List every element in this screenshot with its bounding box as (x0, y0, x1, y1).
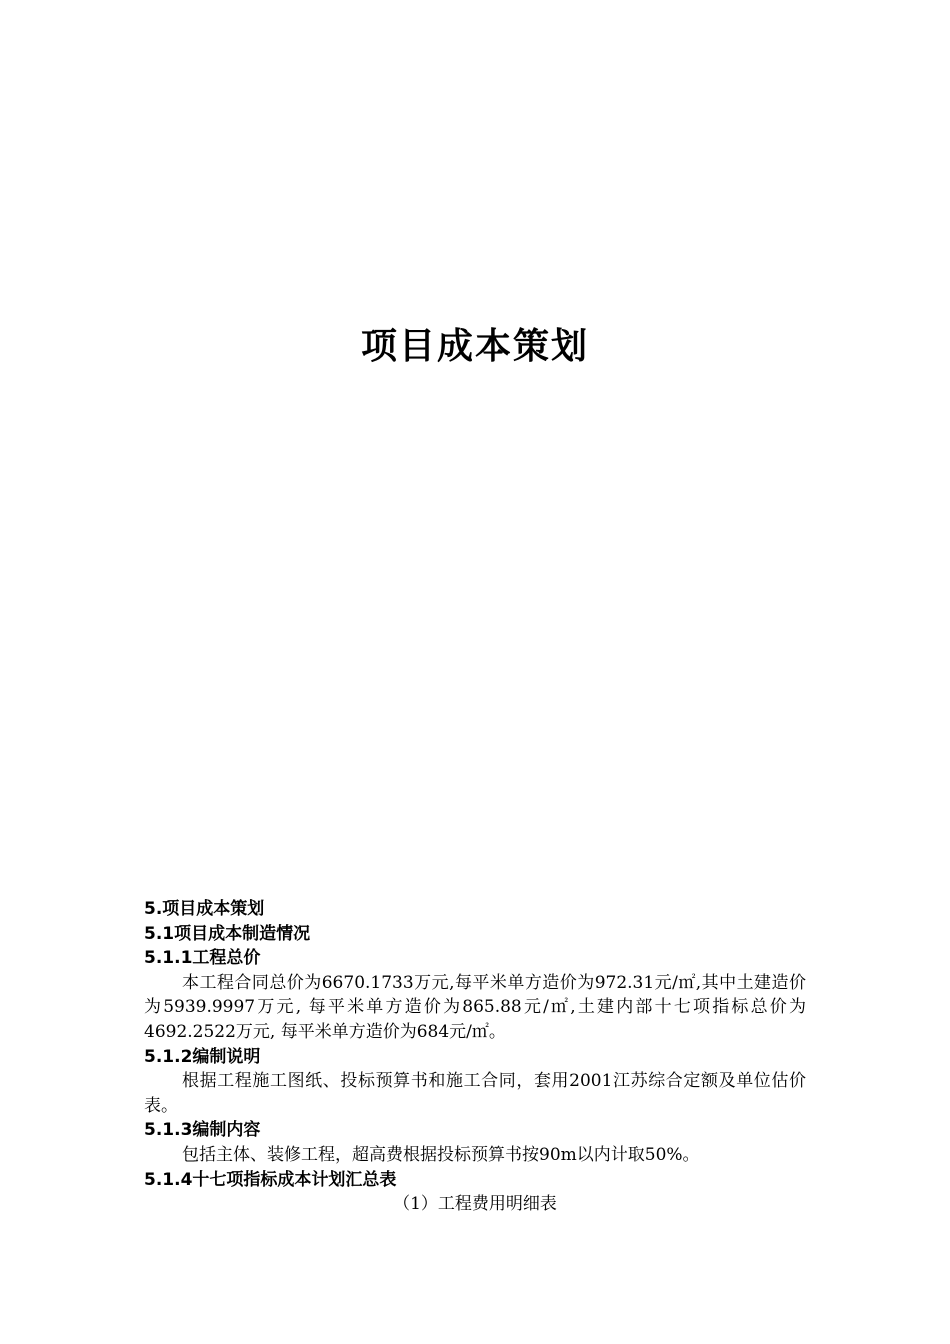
page-title: 项目成本策划 (360, 326, 589, 367)
paragraph-total-price: 本工程合同总价为6670.1733万元,每平米单方造价为972.31元/㎡,其中土建造价为5939.9997万元, 每平米单方造价为865.88元/㎡,土建内部十七项指标总价为4692.2522万元, 每平米单方造价为684元/㎡。 (144, 972, 806, 1042)
section-heading-5-1-3: 5.1.3编制内容 (144, 1120, 261, 1141)
paragraph-compilation-content: 包括主体、装修工程，超高费根据投标预算书按90m以内计取50%。 (182, 1144, 700, 1165)
paragraph-compilation-notes: 根据工程施工图纸、投标预算书和施工合同，套用2001江苏综合定额及单位估价表。 (144, 1071, 806, 1116)
document-body (144, 897, 806, 1217)
section-heading-5-1-2: 5.1.2编制说明 (144, 1046, 261, 1067)
section-heading-5-1-4: 5.1.4十七项指标成本计划汇总表 (144, 1169, 397, 1190)
section-heading-5-1-1: 5.1.1工程总价 (144, 948, 261, 969)
section-heading-5-1: 5.1项目成本制造情况 (144, 923, 311, 944)
table-caption: （1）工程费用明细表 (393, 1194, 557, 1215)
section-heading-5: 5.项目成本策划 (144, 899, 265, 919)
